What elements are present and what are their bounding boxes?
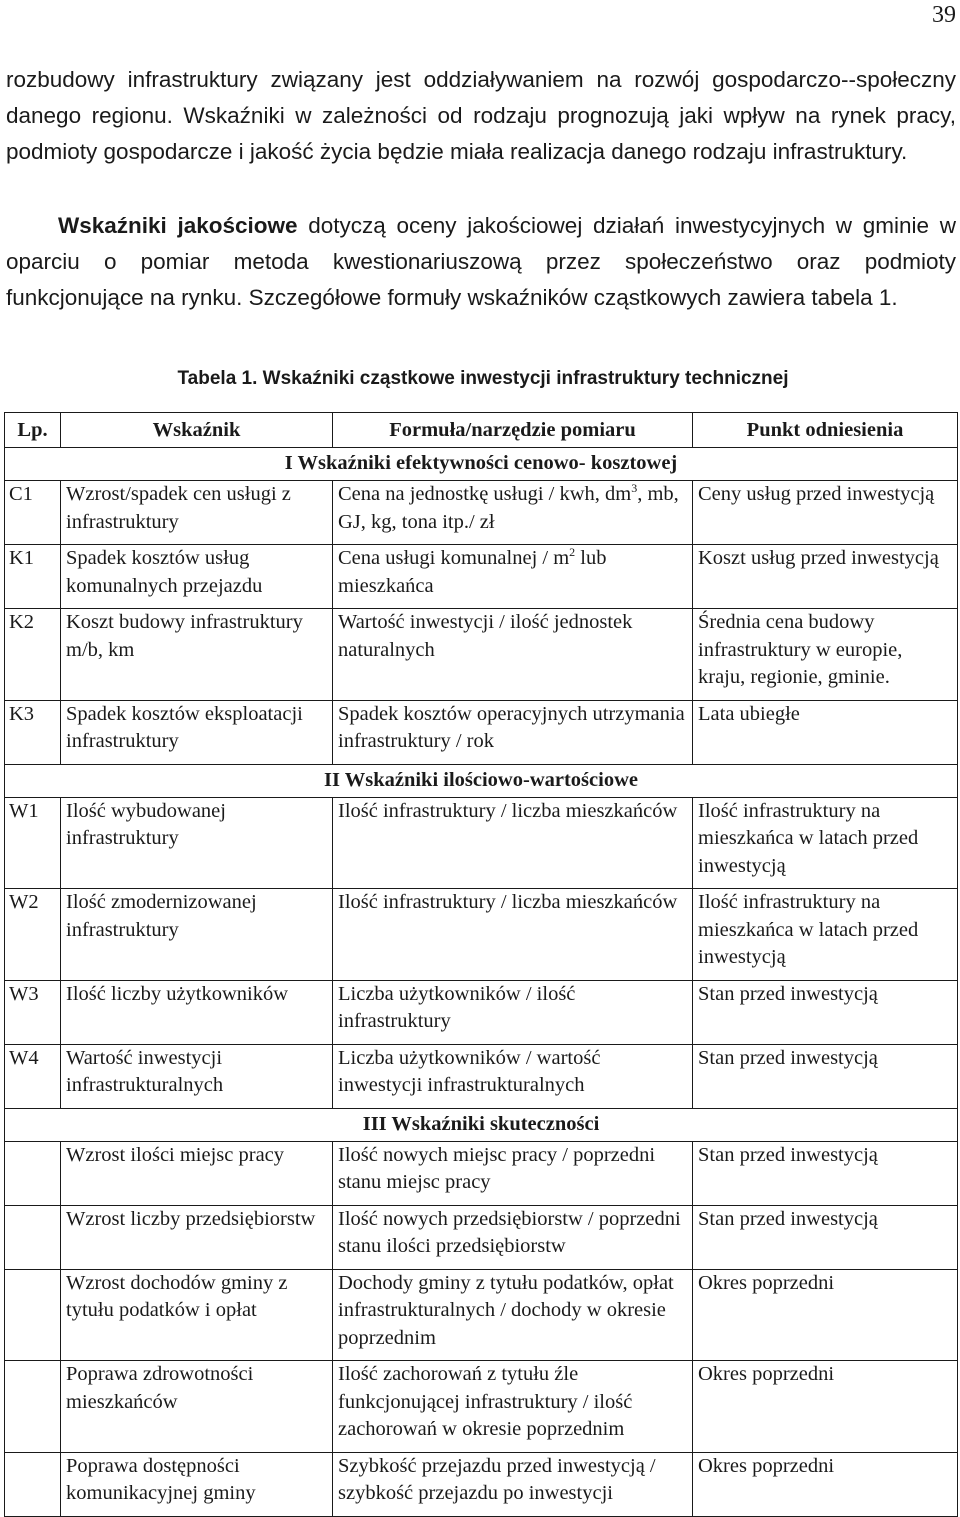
cell-lp: W2 — [5, 889, 61, 981]
section-title: III Wskaźniki skuteczności — [5, 1108, 958, 1141]
cell-lp: K1 — [5, 545, 61, 609]
cell-indicator: Poprawa zdrowotności mieszkańców — [61, 1361, 333, 1453]
header-formula: Formuła/narzędzie pomiaru — [333, 413, 693, 448]
table-row — [5, 797, 958, 889]
body-paragraph-2 — [6, 208, 956, 316]
section-header-row — [5, 764, 958, 797]
cell-lp — [5, 1205, 61, 1269]
table-row — [5, 1205, 958, 1269]
section-header-row — [5, 448, 958, 481]
formula-tail: lub mieszkańca — [338, 547, 607, 597]
cell-reference: Stan przed inwestycją — [693, 1205, 958, 1269]
cell-reference: Stan przed inwestycją — [693, 980, 958, 1044]
cell-indicator: Spadek kosztów usług komunalnych przejazdu — [61, 545, 333, 609]
cell-lp: W1 — [5, 797, 61, 889]
cell-formula: Ilość nowych przedsiębiorstw / poprzedni stanu ilości przedsiębiorstw — [333, 1205, 693, 1269]
cell-lp: W3 — [5, 980, 61, 1044]
cell-reference: Stan przed inwestycją — [693, 1141, 958, 1205]
cell-reference: Stan przed inwestycją — [693, 1044, 958, 1108]
table-row — [5, 1452, 958, 1516]
cell-formula: Szybkość przejazdu przed inwestycją / szybkość przejazdu po inwestycji — [333, 1452, 693, 1516]
table-row — [5, 1361, 958, 1453]
cell-lp: K3 — [5, 700, 61, 764]
cell-reference: Ilość infrastruktury na mieszkańca w latach przed inwestycją — [693, 889, 958, 981]
cell-lp — [5, 1141, 61, 1205]
formula-text: Cena na jednostkę usługi / kwh, dm — [338, 483, 632, 505]
section-header-row — [5, 1108, 958, 1141]
table-row — [5, 1141, 958, 1205]
cell-indicator: Wzrost/spadek cen usługi z infrastruktury — [61, 481, 333, 545]
table-row — [5, 980, 958, 1044]
cell-reference: Koszt usług przed inwestycją — [693, 545, 958, 609]
cell-lp: K2 — [5, 609, 61, 701]
cell-indicator: Koszt budowy infrastruktury m/b, km — [61, 609, 333, 701]
table-row — [5, 1044, 958, 1108]
cell-reference: Okres poprzedni — [693, 1361, 958, 1453]
cell-indicator: Wzrost ilości miejsc pracy — [61, 1141, 333, 1205]
cell-reference: Średnia cena budowy infrastruktury w europie, kraju, regionie, gminie. — [693, 609, 958, 701]
cell-indicator: Spadek kosztów eksploatacji infrastruktury — [61, 700, 333, 764]
cell-reference: Okres poprzedni — [693, 1269, 958, 1361]
cell-formula: Spadek kosztów operacyjnych utrzymania infrastruktury / rok — [333, 700, 693, 764]
header-lp: Lp. — [5, 413, 61, 448]
cell-lp: W4 — [5, 1044, 61, 1108]
cell-formula — [333, 545, 693, 609]
cell-formula: Ilość nowych miejsc pracy / poprzedni stanu miejsc pracy — [333, 1141, 693, 1205]
cell-formula: Ilość infrastruktury / liczba mieszkańców — [333, 797, 693, 889]
body-paragraph-1: rozbudowy infrastruktury związany jest oddziaływaniem na rozwój gospodarczo--społeczny danego regionu. Wskaźniki w zależności od rodzaju prognozują jaki wpływ na rynek pracy, podmioty gospodarcze i jakość życia będzie miała realizacja danego rodzaju infrastruktury. — [6, 67, 956, 164]
cell-indicator: Wartość inwestycji infrastrukturalnych — [61, 1044, 333, 1108]
header-indicator: Wskaźnik — [61, 413, 333, 448]
formula-superscript: 2 — [569, 545, 576, 560]
cell-indicator: Wzrost liczby przedsiębiorstw — [61, 1205, 333, 1269]
table-row — [5, 1269, 958, 1361]
formula-superscript: 3 — [631, 481, 638, 496]
formula-text: Cena usługi komunalnej / m — [338, 547, 570, 569]
bold-lead-term: Wskaźniki jakościowe — [58, 213, 298, 238]
cell-indicator: Poprawa dostępności komunikacyjnej gminy — [61, 1452, 333, 1516]
cell-lp — [5, 1361, 61, 1453]
section-title: I Wskaźniki efektywności cenowo- kosztowej — [5, 448, 958, 481]
cell-formula — [333, 481, 693, 545]
table-row — [5, 545, 958, 609]
cell-lp: C1 — [5, 481, 61, 545]
table-row — [5, 700, 958, 764]
cell-reference: Lata ubiegłe — [693, 700, 958, 764]
cell-reference: Ilość infrastruktury na mieszkańca w latach przed inwestycją — [693, 797, 958, 889]
cell-lp — [5, 1269, 61, 1361]
table-body — [5, 448, 958, 1517]
table-caption: Tabela 1. Wskaźniki cząstkowe inwestycji infrastruktury technicznej — [177, 368, 789, 389]
page-number: 39 — [932, 2, 956, 28]
table-row — [5, 481, 958, 545]
cell-indicator: Ilość liczby użytkowników — [61, 980, 333, 1044]
cell-formula: Ilość infrastruktury / liczba mieszkańców — [333, 889, 693, 981]
table-header-row — [5, 413, 958, 448]
table-row — [5, 609, 958, 701]
cell-reference: Ceny usług przed inwestycją — [693, 481, 958, 545]
indicators-table — [4, 412, 958, 1517]
cell-indicator: Wzrost dochodów gminy z tytułu podatków i opłat — [61, 1269, 333, 1361]
header-reference: Punkt odniesienia — [693, 413, 958, 448]
cell-lp — [5, 1452, 61, 1516]
cell-formula: Liczba użytkowników / wartość inwestycji infrastrukturalnych — [333, 1044, 693, 1108]
cell-formula: Dochody gminy z tytułu podatków, opłat infrastrukturalnych / dochody w okresie poprzednim — [333, 1269, 693, 1361]
cell-formula: Ilość zachorowań z tytułu źle funkcjonującej infrastruktury / ilość zachorowań w okresie poprzednim — [333, 1361, 693, 1453]
cell-reference: Okres poprzedni — [693, 1452, 958, 1516]
section-title: II Wskaźniki ilościowo-wartościowe — [5, 764, 958, 797]
cell-formula: Liczba użytkowników / ilość infrastruktury — [333, 980, 693, 1044]
paragraph-text: dotyczą oceny jakościowej działań inwestycyjnych w gminie w oparciu o pomiar metoda kwestionariuszową przez społeczeństwo oraz podmioty funkcjonujące na rynku. Szczegółowe formuły wskaźników cząstkowych zawiera tabela 1. — [6, 213, 956, 310]
cell-indicator: Ilość zmodernizowanej infrastruktury — [61, 889, 333, 981]
cell-indicator: Ilość wybudowanej infrastruktury — [61, 797, 333, 889]
formula-tail: , mb, GJ, kg, tona itp./ zł — [338, 483, 679, 533]
table-row — [5, 889, 958, 981]
cell-formula: Wartość inwestycji / ilość jednostek naturalnych — [333, 609, 693, 701]
